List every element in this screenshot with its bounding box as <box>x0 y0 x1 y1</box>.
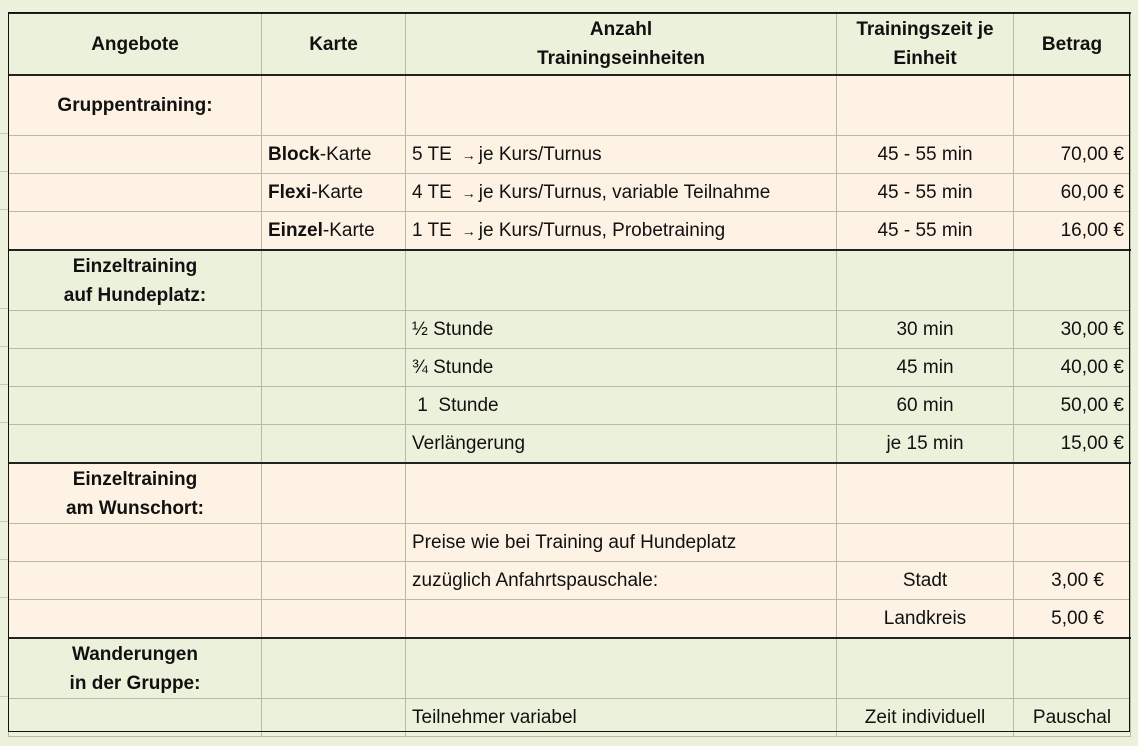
te-cell <box>406 136 837 174</box>
price-table <box>8 12 1131 737</box>
table-row <box>9 387 1131 425</box>
arrow-icon: → <box>461 184 476 201</box>
karte-suffix: -Karte <box>322 219 375 241</box>
betrag-cell: 50,00 € <box>1014 387 1131 425</box>
table-row <box>9 562 1131 600</box>
section-gruppentraining <box>9 75 1131 136</box>
header-anzahl <box>406 13 837 75</box>
te-cell <box>406 212 837 251</box>
karte-name: Flexi <box>268 181 312 203</box>
section-title-line1: Einzeltraining <box>72 468 198 490</box>
header-angebote: Angebote <box>9 13 262 75</box>
zeit-cell: 45 - 55 min <box>837 212 1014 251</box>
karte-cell <box>262 136 406 174</box>
betrag-cell: 30,00 € <box>1014 311 1131 349</box>
arrow-icon: → <box>461 222 476 239</box>
section-title-gruppentraining: Gruppentraining: <box>9 75 262 136</box>
te-description: je Kurs/Turnus, variable Teilnahme <box>478 181 771 203</box>
betrag-cell: 3,00 € <box>1014 562 1131 600</box>
betrag-cell: 40,00 € <box>1014 349 1131 387</box>
zeit-cell: Zeit individuell <box>837 699 1014 737</box>
header-zeit <box>837 13 1014 75</box>
section-title-line2: in der Gruppe: <box>69 672 201 694</box>
zeit-cell: 45 - 55 min <box>837 174 1014 212</box>
betrag-cell: 16,00 € <box>1014 212 1131 251</box>
section-title-line2: auf Hundeplatz: <box>63 284 207 306</box>
table-row <box>9 311 1131 349</box>
te-description: je Kurs/Turnus, Probetraining <box>478 219 726 241</box>
teilnehmer-cell: Teilnehmer variabel <box>406 699 837 737</box>
zeit-cell: 45 - 55 min <box>837 136 1014 174</box>
section-title-wanderungen <box>9 638 262 699</box>
header-row <box>9 13 1131 75</box>
section-wanderungen <box>9 638 1131 699</box>
table-row <box>9 524 1131 562</box>
header-anzahl-line2: Trainingseinheiten <box>537 48 705 69</box>
section-title-line2: am Wunschort: <box>66 497 204 519</box>
section-title-line1: Wanderungen <box>72 643 198 665</box>
betrag-cell: Pauschal <box>1014 699 1131 737</box>
preise-note: Preise wie bei Training auf Hundeplatz <box>406 524 837 562</box>
duration-cell: ¾ Stunde <box>406 349 837 387</box>
karte-cell <box>262 174 406 212</box>
section-title-wunschort <box>9 463 262 524</box>
zeit-cell: 30 min <box>837 311 1014 349</box>
te-count: 5 TE <box>412 143 452 165</box>
te-description: je Kurs/Turnus <box>478 143 602 165</box>
table-row <box>9 425 1131 464</box>
zeit-cell: Landkreis <box>837 600 1014 639</box>
header-anzahl-line1: Anzahl <box>589 19 653 40</box>
table-row <box>9 212 1131 251</box>
zeit-cell: 60 min <box>837 387 1014 425</box>
karte-cell <box>262 212 406 251</box>
section-wunschort <box>9 463 1131 524</box>
betrag-cell: 70,00 € <box>1014 136 1131 174</box>
betrag-cell: 5,00 € <box>1014 600 1131 639</box>
anfahrt-note: zuzüglich Anfahrtspauschale: <box>406 562 837 600</box>
karte-suffix: -Karte <box>319 143 372 165</box>
header-karte: Karte <box>262 13 406 75</box>
header-betrag: Betrag <box>1014 13 1131 75</box>
karte-name: Block <box>268 143 320 165</box>
betrag-cell: 15,00 € <box>1014 425 1131 464</box>
table-row <box>9 600 1131 639</box>
table-row <box>9 699 1131 737</box>
section-title-hundeplatz <box>9 250 262 311</box>
te-count: 1 TE <box>412 219 452 241</box>
betrag-cell: 60,00 € <box>1014 174 1131 212</box>
zeit-cell: 45 min <box>837 349 1014 387</box>
section-hundeplatz <box>9 250 1131 311</box>
header-zeit-line1: Trainingszeit je <box>856 19 994 40</box>
arrow-icon: → <box>461 146 476 163</box>
te-count: 4 TE <box>412 181 452 203</box>
karte-suffix: -Karte <box>311 181 364 203</box>
table-row <box>9 174 1131 212</box>
header-zeit-line2: Einheit <box>893 48 957 69</box>
duration-cell: 1 Stunde <box>406 387 837 425</box>
zeit-cell: Stadt <box>837 562 1014 600</box>
te-cell <box>406 174 837 212</box>
section-title-line1: Einzeltraining <box>72 255 198 277</box>
karte-name: Einzel <box>268 219 323 241</box>
table-row <box>9 136 1131 174</box>
table-row <box>9 349 1131 387</box>
duration-cell: ½ Stunde <box>406 311 837 349</box>
duration-cell: Verlängerung <box>406 425 837 464</box>
zeit-cell: je 15 min <box>837 425 1014 464</box>
